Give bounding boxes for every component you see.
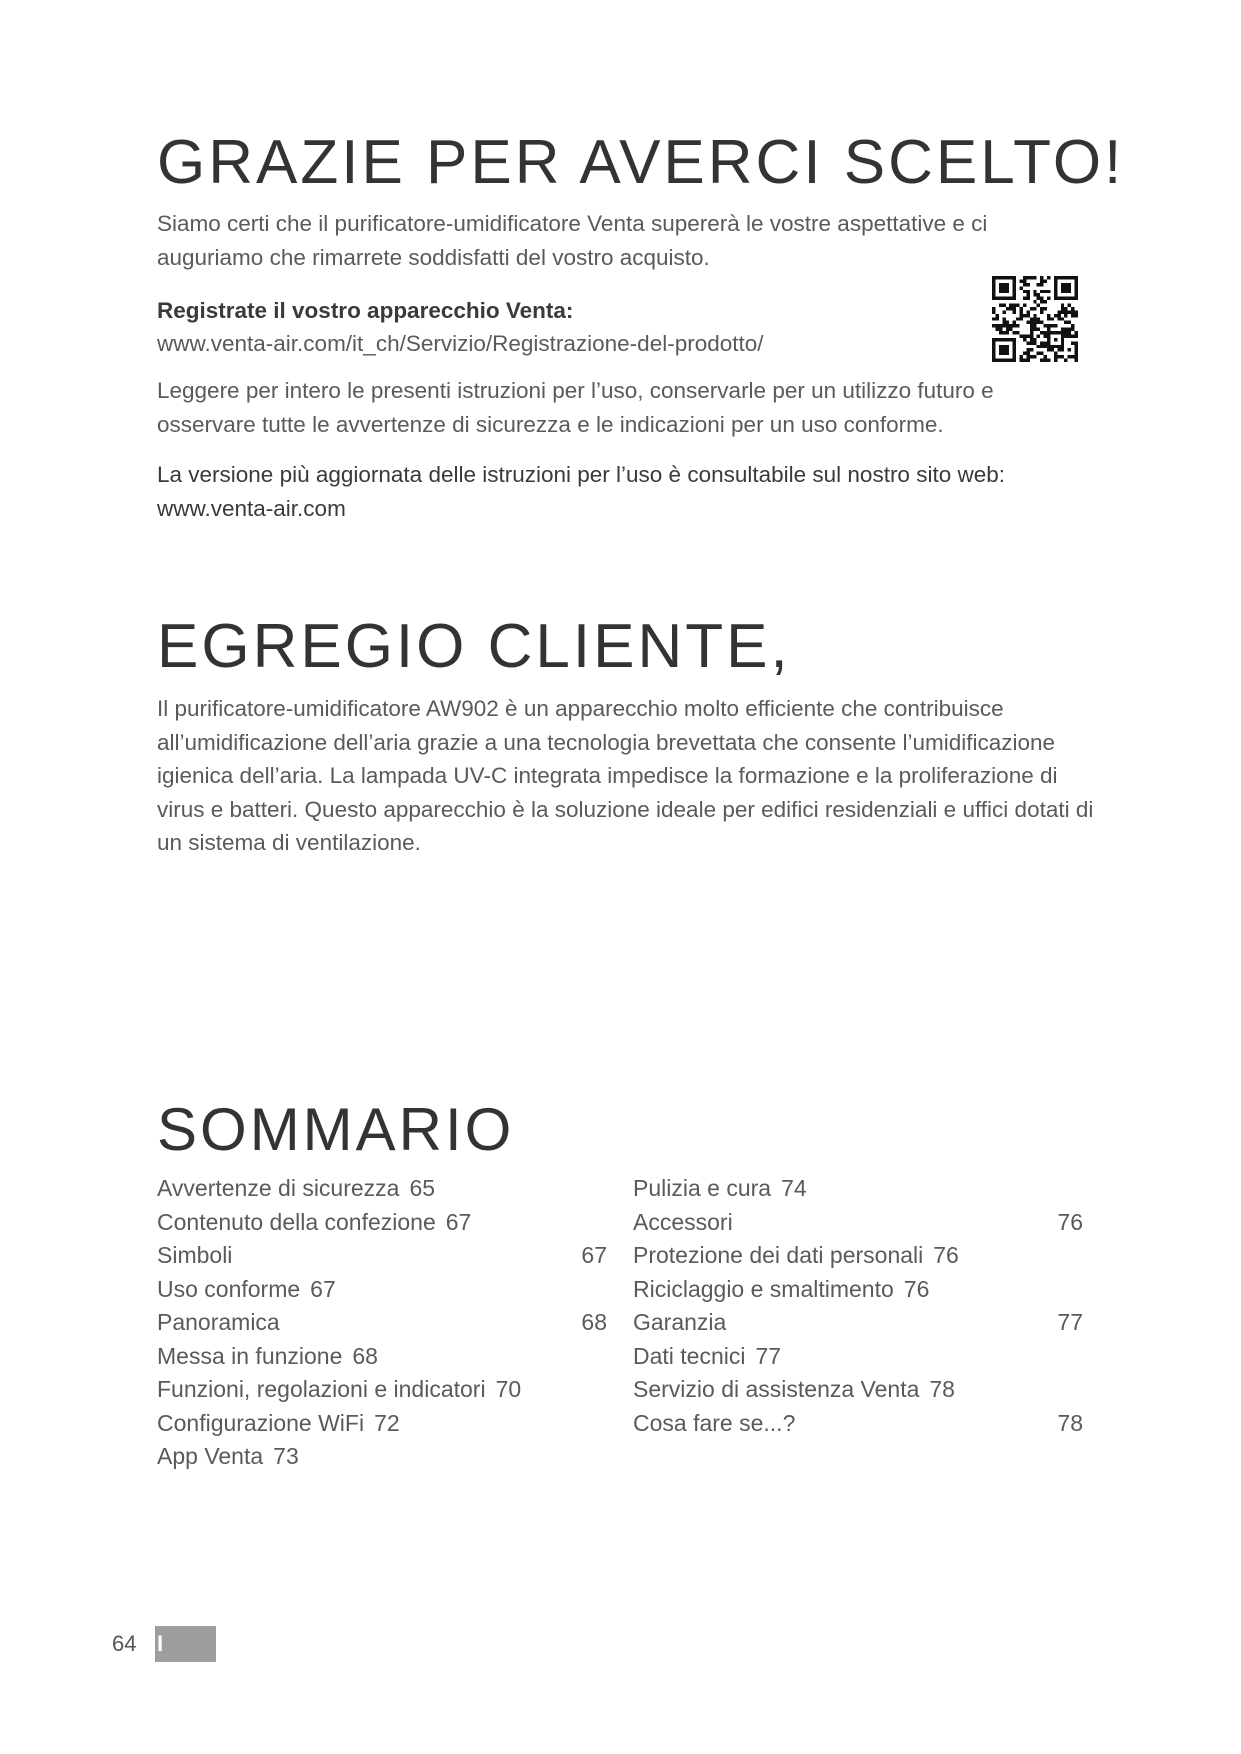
- toc-entry-page: 67: [445, 1208, 472, 1235]
- toc-entry[interactable]: [633, 1172, 1083, 1206]
- intro-paragraph: Siamo certi che il purificatore-umidificatore Venta supererà le vostre aspettative e ci auguriamo che rimarrete soddisfatti del vostro acquisto.: [157, 211, 988, 270]
- toc-entry-page: 67: [310, 1275, 336, 1302]
- toc-entry-page: 72: [374, 1409, 400, 1436]
- thanks-heading: GRAZIE PER AVERCI SCELTO!: [157, 128, 1125, 197]
- toc-entry-label: Funzioni, regolazioni e indicatori: [157, 1376, 486, 1402]
- page-number: 64: [112, 1631, 137, 1656]
- toc-right-column: [633, 1172, 1083, 1440]
- toc-entry-label: Riciclaggio e smaltimento: [633, 1275, 894, 1302]
- toc-entry[interactable]: [157, 1273, 607, 1307]
- toc-entry-label: Cosa fare se...?: [633, 1409, 796, 1436]
- toc-entry-label: App Venta: [157, 1443, 264, 1469]
- language-tab-label: I: [157, 1631, 164, 1656]
- toc-entry-page: 65: [409, 1175, 436, 1201]
- toc-heading: SOMMARIO: [157, 1096, 515, 1163]
- toc-entry-label: Messa in funzione: [157, 1342, 343, 1369]
- toc-entry[interactable]: [633, 1407, 1083, 1441]
- toc-left-column: [157, 1172, 607, 1474]
- toc-entry[interactable]: [157, 1340, 607, 1374]
- toc-entry[interactable]: [157, 1306, 607, 1340]
- register-label: Registrate il vostro apparecchio Venta:: [157, 298, 574, 323]
- toc-entry-page: 74: [781, 1175, 807, 1201]
- toc-entry-label: Panoramica: [157, 1309, 280, 1335]
- toc-entry[interactable]: [157, 1206, 607, 1240]
- toc-entry-page: 68: [581, 1309, 607, 1335]
- read-instructions-paragraph: Leggere per intero le presenti istruzioni per l’uso, conservarle per un utilizzo futuro e osservare tutte le avvertenze di sicurezza e le indicazioni per un uso conforme.: [157, 378, 994, 437]
- toc-entry-page: 76: [1057, 1208, 1083, 1235]
- toc-entry-page: 78: [1057, 1409, 1083, 1436]
- register-url-link[interactable]: www.venta-air.com/it_ch/Servizio/Registrazione-del-prodotto/: [157, 331, 764, 356]
- toc-entry-label: Uso conforme: [157, 1275, 301, 1302]
- toc-entry[interactable]: [157, 1239, 607, 1273]
- toc-entry-label: Accessori: [633, 1208, 733, 1235]
- toc-entry[interactable]: [633, 1373, 1083, 1407]
- toc-entry-page: 76: [933, 1242, 959, 1268]
- toc-entry-label: Garanzia: [633, 1309, 727, 1335]
- toc-entry-page: 67: [581, 1242, 607, 1268]
- toc-entry[interactable]: [157, 1407, 607, 1441]
- toc-entry-page: 78: [929, 1376, 955, 1402]
- toc-entry-page: 77: [1057, 1309, 1083, 1335]
- toc-entry-label: Contenuto della confezione: [157, 1208, 436, 1235]
- dear-customer-paragraph: Il purificatore-umidificatore AW902 è un apparecchio molto efficiente che contribuisce all’umidificazione dell’aria grazie a una tecnologia brevettata che consente l’umidificazione igienica dell’aria. La lampada UV-C integrata impedisce la formazione e la proliferazione di virus e batteri. Questo apparecchio è la soluzione ideale per edifici residenziali e uffici dotati di un sistema di ventilazione.: [157, 696, 1094, 855]
- toc-entry-label: Configurazione WiFi: [157, 1409, 365, 1436]
- toc-entry-label: Servizio di assistenza Venta: [633, 1376, 920, 1402]
- toc-entry-page: 70: [495, 1376, 522, 1402]
- toc-entry-page: 68: [352, 1342, 378, 1369]
- toc-entry[interactable]: [157, 1440, 607, 1474]
- toc-entry-label: Dati tecnici: [633, 1342, 746, 1369]
- toc-entry-label: Protezione dei dati personali: [633, 1242, 924, 1268]
- toc-entry-page: 76: [903, 1275, 930, 1302]
- toc-entry[interactable]: [633, 1239, 1083, 1273]
- language-tab: [155, 1626, 216, 1662]
- toc-entry-label: Avvertenze di sicurezza: [157, 1175, 400, 1201]
- toc-entry[interactable]: [157, 1172, 607, 1206]
- toc-entry[interactable]: [633, 1273, 1083, 1307]
- toc-entry-label: Simboli: [157, 1242, 233, 1268]
- toc-entry-label: Pulizia e cura: [633, 1175, 772, 1201]
- toc-entry-page: 77: [755, 1342, 782, 1369]
- dear-customer-heading: EGREGIO CLIENTE,: [157, 612, 791, 681]
- toc-entry-page: 73: [273, 1443, 299, 1469]
- toc-entry[interactable]: [633, 1206, 1083, 1240]
- qr-code-icon[interactable]: [992, 276, 1078, 362]
- toc-entry[interactable]: [633, 1306, 1083, 1340]
- latest-version-paragraph: La versione più aggiornata delle istruzioni per l’uso è consultabile sul nostro sito web: www.venta-air.com: [157, 462, 1005, 521]
- toc-entry[interactable]: [633, 1340, 1083, 1374]
- toc-entry[interactable]: [157, 1373, 607, 1407]
